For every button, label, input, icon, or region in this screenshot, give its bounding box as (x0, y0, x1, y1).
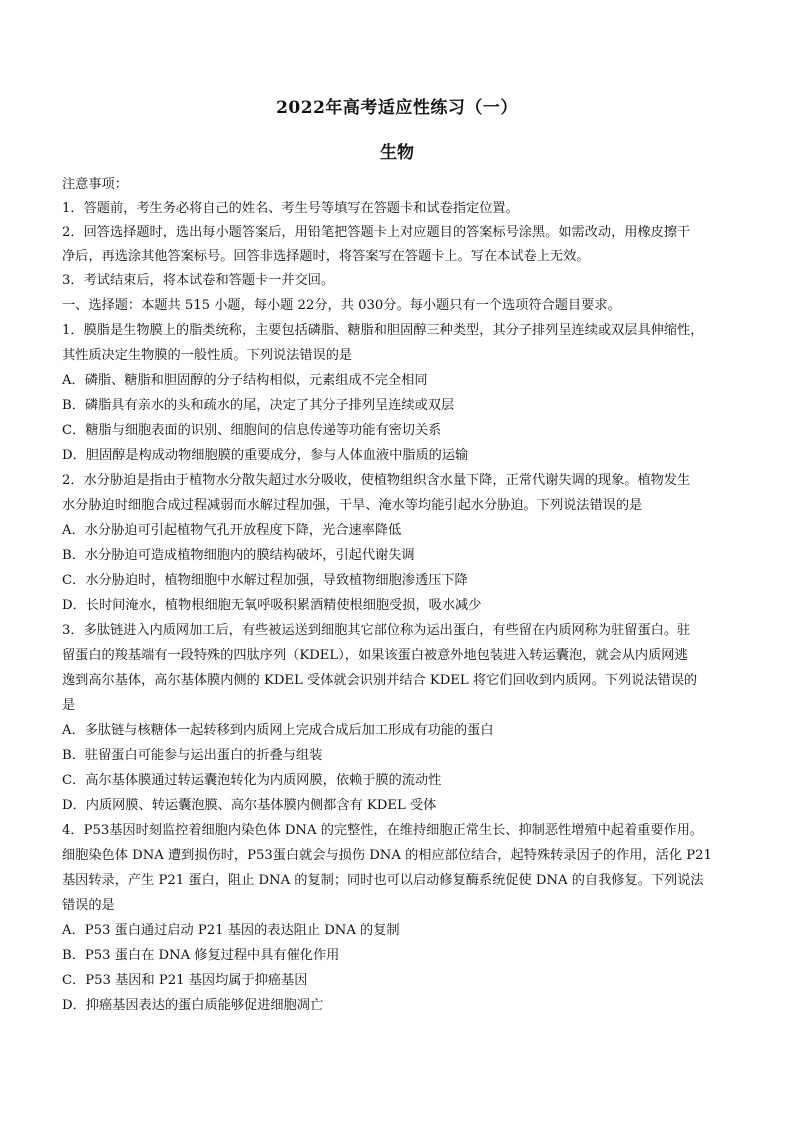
option-a: A．磷脂、糖脂和胆固醇的分子结构相似，元素组成不完全相同 (62, 373, 428, 388)
question-stem: 基因转录，产生 P21 蛋白，阻止 DNA 的复制；同时也可以启动修复酶系统促使 DNA 的自我修复。下列说法 (62, 873, 704, 888)
section-heading: 一、选择题：本题共 515 小题，每小题 22分，共 030分。每小题只有一个选项符合题目要求。 (62, 298, 621, 313)
question-stem: 1．膜脂是生物膜上的脂类统称，主要包括磷脂、糖脂和胆固醇三种类型，其分子排列呈连续或双层具伸缩性， (62, 323, 704, 338)
option-b: B．驻留蛋白可能参与运出蛋白的折叠与组装 (62, 748, 323, 763)
notice-item: 1．答题前，考生务必将自己的姓名、考生号等填写在答题卡和试卷指定位置。 (62, 201, 519, 216)
option-a: A．水分胁迫可引起植物气孔开放程度下降，光合速率降低 (62, 523, 402, 538)
question-stem: 细胞染色体 DNA 遭到损伤时，P53蛋白就会与损伤 DNA 的相应部位结合，起特殊转录因子的作用，活化 P21 (62, 848, 712, 863)
option-b: B．水分胁迫可造成植物细胞内的膜结构破坏，引起代谢失调 (62, 548, 415, 563)
option-a: A．多肽链与核糖体一起转移到内质网上完成合成后加工形成有功能的蛋白 (62, 723, 494, 738)
question-stem: 4．P53基因时刻监控着细胞内染色体 DNA 的完整性，在维持细胞正常生长、抑制恶性增殖中起着重要作用。 (62, 823, 704, 838)
option-b: B．P53 蛋白在 DNA 修复过程中具有催化作用 (62, 948, 340, 963)
option-c: C．糖脂与细胞表面的识别、细胞间的信息传递等功能有密切关系 (62, 423, 442, 438)
option-c: C．水分胁迫时，植物细胞中水解过程加强，导致植物细胞渗透压下降 (62, 573, 468, 588)
option-b: B．磷脂具有亲水的头和疏水的尾，决定了其分子排列呈连续或双层 (62, 398, 455, 413)
question-stem: 错误的是 (62, 898, 115, 913)
option-c: C．P53 基因和 P21 基因均属于抑癌基因 (62, 973, 308, 988)
option-c: C．高尔基体膜通过转运囊泡转化为内质网膜，依赖于膜的流动性 (62, 773, 442, 788)
notice-heading: 注意事项： (62, 177, 128, 192)
question-stem: 是 (62, 698, 76, 713)
question-stem: 逸到高尔基体，高尔基体膜内侧的 KDEL 受体就会识别并结合 KDEL 将它们回收到内质网。下列说法错误的 (62, 673, 698, 688)
page-title: 2022年高考适应性练习（一） (276, 98, 518, 118)
option-a: A．P53 蛋白通过启动 P21 基因的表达阻止 DNA 的复制 (62, 923, 400, 938)
question-stem: 其性质决定生物膜的一般性质。下列说法错误的是 (62, 348, 353, 363)
option-d: D．长时间淹水，植物根细胞无氧呼吸积累酒精使根细胞受损，吸水减少 (62, 598, 482, 613)
option-d: D．抑癌基因表达的蛋白质能够促进细胞凋亡 (62, 998, 324, 1013)
question-stem: 2．水分胁迫是指由于植物水分散失超过水分吸收，使植物组织含水量下降，正常代谢失调的现象。植物发生 (62, 473, 691, 488)
question-stem: 留蛋白的羧基端有一段特殊的四肽序列（KDEL），如果该蛋白被意外地包装进入转运囊泡，就会从内质网逃 (62, 648, 688, 663)
notice-item: 净后，再选涂其他答案标号。回答非选择题时，将答案写在答题卡上。写在本试卷上无效。 (62, 249, 590, 264)
question-stem: 水分胁迫时细胞合成过程减弱而水解过程加强，干旱、淹水等均能引起水分胁迫。下列说法错误的是 (62, 498, 643, 513)
question-stem: 3．多肽链进入内质网加工后，有些被运送到细胞其它部位称为运出蛋白，有些留在内质网称为驻留蛋白。驻 (62, 623, 691, 638)
subject-title: 生物 (380, 143, 414, 163)
option-d: D．胆固醇是构成动物细胞膜的重要成分，参与人体血液中脂质的运输 (62, 448, 469, 463)
notice-item: 3．考试结束后，将本试卷和答题卡一并交回。 (62, 273, 335, 288)
notice-item: 2．回答选择题时，选出每小题答案后，用铅笔把答题卡上对应题目的答案标号涂黑。如需改动，用橡皮擦干 (62, 225, 691, 240)
option-d: D．内质网膜、转运囊泡膜、高尔基体膜内侧都含有 KDEL 受体 (62, 798, 437, 813)
